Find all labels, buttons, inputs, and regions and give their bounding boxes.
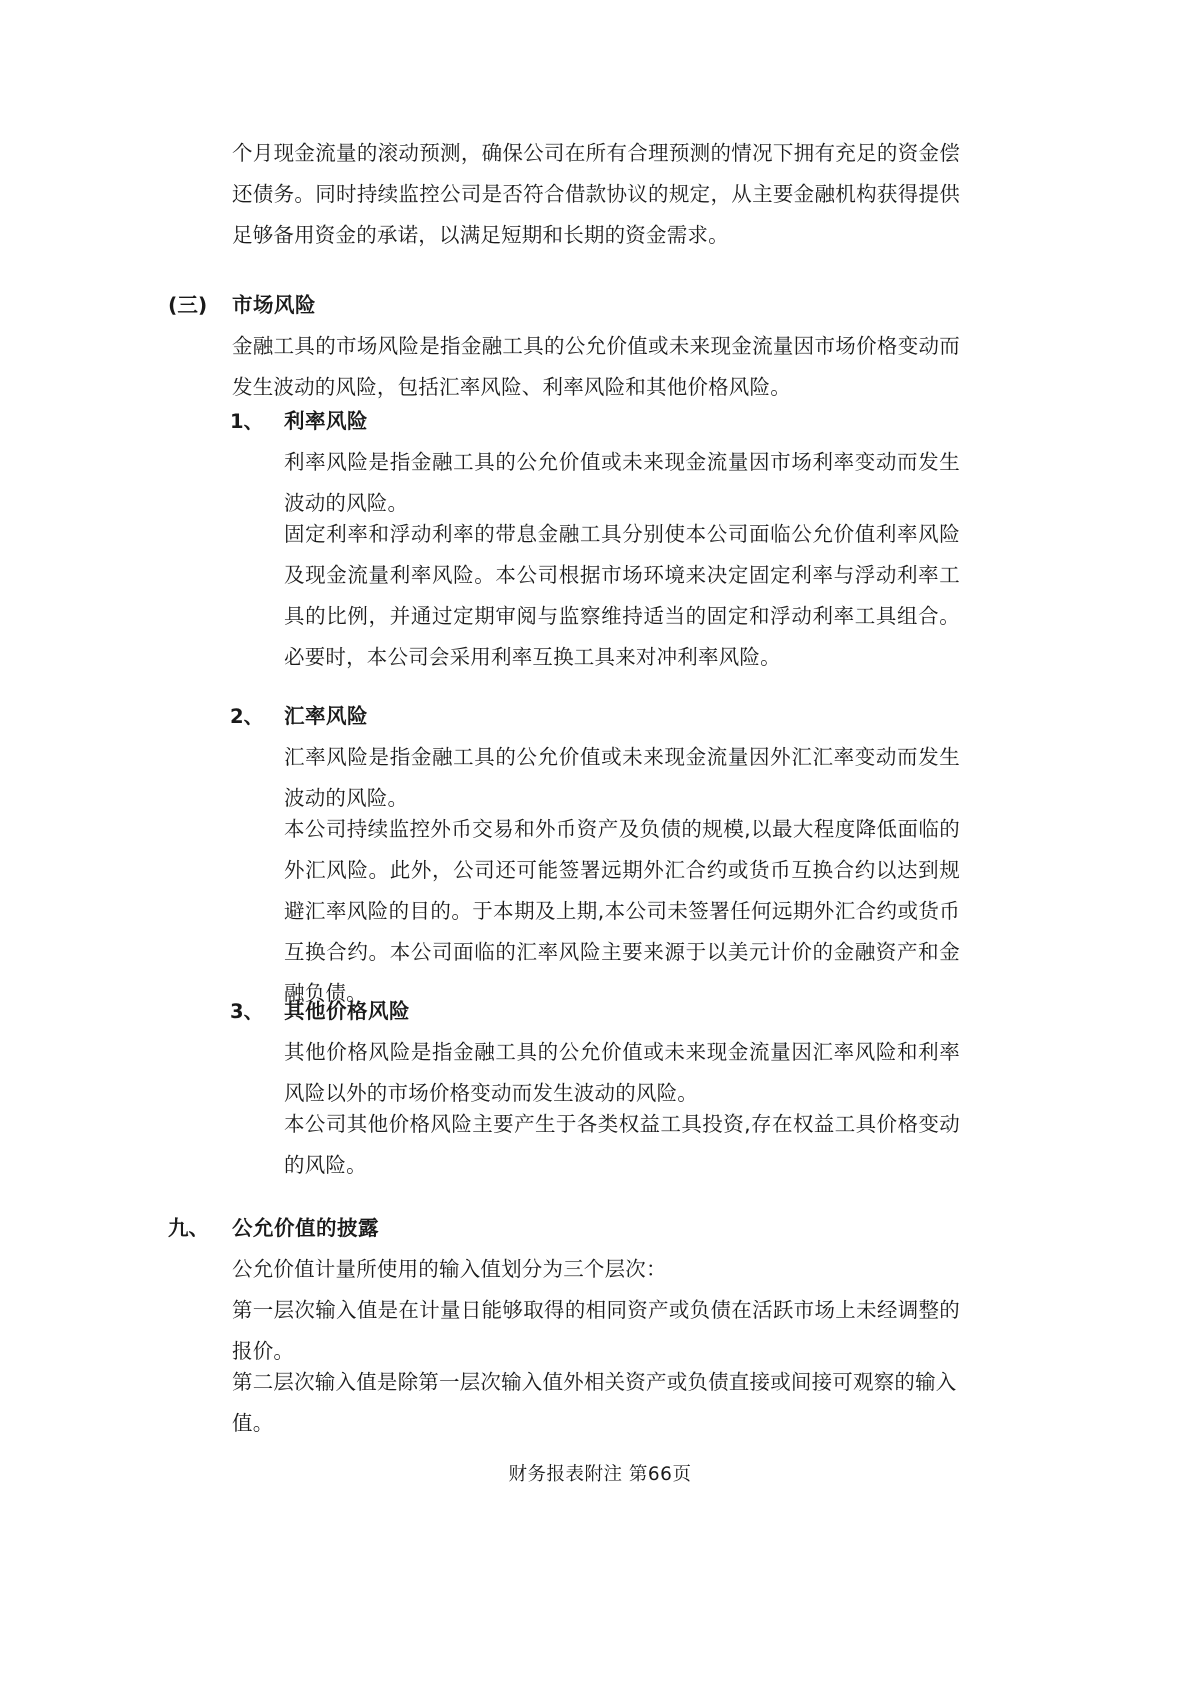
item-3-paragraph-1: 其他价格风险是指金融工具的公允价值或未来现金流量因汇率风险和利率风险以外的市场价格变动而发生波动的风险。 [284, 1040, 960, 1105]
item-2-paragraph-2: 本公司持续监控外币交易和外币资产及负债的规模,以最大程度降低面临的外汇风险。此外，公司还可能签署远期外汇合约或货币互换合约以达到规避汇率风险的目的。于本期及上期,本公司未签署任何远期外汇合约或货币互换合约。本公司面临的汇率风险主要来源于以美元计价的金融资产和金融负债。 [284, 817, 960, 1005]
section-9-paragraph-3: 第二层次输入值是除第一层次输入值外相关资产或负债直接或间接可观察的输入值。 [232, 1370, 957, 1435]
section-marker-3: (三) [168, 293, 208, 317]
section-title-fair-value-disclosure: 公允价值的披露 [232, 1216, 379, 1240]
section-marker-9: 九、 [168, 1216, 209, 1240]
section-intro-market-risk: 金融工具的市场风险是指金融工具的公允价值或未来现金流量因市场价格变动而发生波动的风险，包括汇率风险、利率风险和其他价格风险。 [232, 334, 960, 399]
item-marker-2: 2、 [230, 705, 264, 728]
section-9-paragraph-1: 公允价值计量所使用的输入值划分为三个层次： [232, 1257, 667, 1281]
item-marker-1: 1、 [230, 410, 264, 433]
item-title-other-price-risk: 其他价格风险 [284, 999, 410, 1023]
item-title-interest-rate-risk: 利率风险 [284, 409, 368, 433]
page-footer: 财务报表附注 第66页 [508, 1464, 692, 1485]
section-9-paragraph-2: 第一层次输入值是在计量日能够取得的相同资产或负债在活跃市场上未经调整的报价。 [232, 1298, 960, 1363]
item-3-paragraph-2: 本公司其他价格风险主要产生于各类权益工具投资,存在权益工具价格变动的风险。 [284, 1112, 960, 1177]
item-2-paragraph-1: 汇率风险是指金融工具的公允价值或未来现金流量因外汇汇率变动而发生波动的风险。 [284, 745, 960, 810]
item-1-paragraph-1: 利率风险是指金融工具的公允价值或未来现金流量因市场利率变动而发生波动的风险。 [284, 450, 960, 515]
section-title-market-risk: 市场风险 [232, 293, 316, 317]
paragraph-continuation: 个月现金流量的滚动预测，确保公司在所有合理预测的情况下拥有充足的资金偿还债务。同时持续监控公司是否符合借款协议的规定，从主要金融机构获得提供足够备用资金的承诺，以满足短期和长期的资金需求。 [232, 141, 960, 247]
item-title-exchange-rate-risk: 汇率风险 [284, 704, 368, 728]
item-1-paragraph-2: 固定利率和浮动利率的带息金融工具分别使本公司面临公允价值利率风险及现金流量利率风险。本公司根据市场环境来决定固定利率与浮动利率工具的比例，并通过定期审阅与监察维持适当的固定和浮动利率工具组合。必要时，本公司会采用利率互换工具来对冲利率风险。 [284, 522, 960, 669]
item-marker-3: 3、 [230, 1000, 264, 1023]
